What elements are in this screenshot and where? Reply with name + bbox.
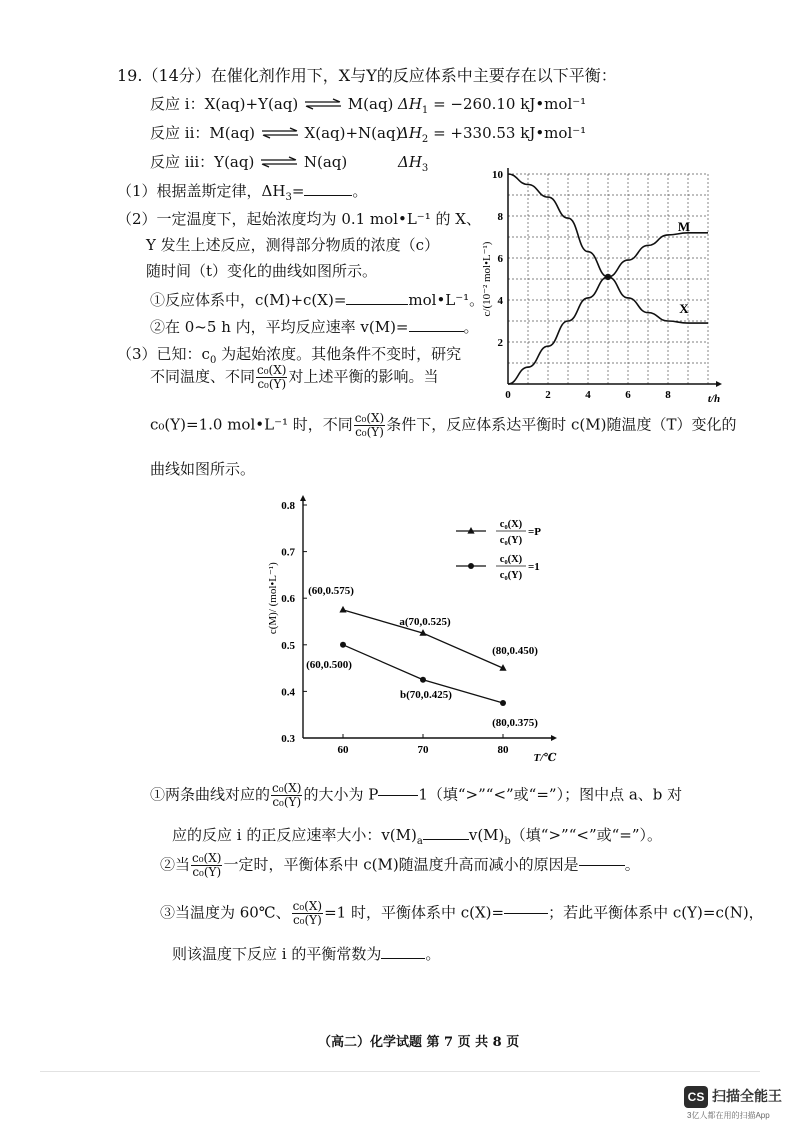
reaction-left: Y(aq)	[214, 153, 255, 171]
x-tick-label: 70	[417, 744, 429, 756]
ratio-fraction	[271, 782, 302, 808]
subq-text: ②当	[160, 855, 191, 874]
reaction-ii	[150, 126, 401, 142]
subq-text: 。	[624, 855, 640, 874]
reaction-i	[150, 97, 393, 113]
dh-label: ΔH	[398, 124, 422, 142]
subq3-line1	[160, 900, 764, 926]
x-axis-arrow-icon	[551, 735, 557, 741]
reaction-iii-dh	[398, 155, 428, 174]
x-tick-label: 8	[665, 389, 671, 401]
y-axis-label: c/(10⁻² mol•L⁻¹)	[481, 241, 493, 317]
part2-q1-unit: mol•L⁻¹。	[408, 291, 485, 309]
reaction-label: 反应 ii：	[150, 124, 210, 142]
subq-text: 1（填“>”“<”或“=”）；图中点 a、b 对	[418, 785, 683, 804]
subq-text: ；若此平衡体系中 c(Y)=c(N)，	[548, 903, 764, 922]
part2-q2	[150, 320, 479, 335]
reaction-i-dh	[398, 97, 586, 116]
subq-sub: b	[504, 836, 511, 847]
legend-value: =P	[528, 526, 541, 538]
series-label-M: M	[677, 218, 691, 234]
x-axis-arrow-icon	[716, 381, 722, 387]
data-point-circle	[340, 642, 346, 648]
data-label: (60,0.575)	[308, 584, 354, 597]
subq-text: （填“>”“<”或“=”）。	[510, 826, 663, 844]
part3-text2: 对上述平衡的影响。当	[288, 367, 439, 386]
answer-blank[interactable]	[346, 304, 408, 305]
answer-blank[interactable]	[378, 795, 418, 796]
part3-text2: 条件下，反应体系达平衡时 c(M)随温度（T）变化的	[386, 415, 737, 434]
footer-divider	[40, 1071, 760, 1072]
x-axis-label: T/℃	[533, 752, 557, 764]
x-tick-label: 60	[337, 744, 349, 756]
series-line-X	[508, 174, 708, 323]
equilibrium-arrow-icon	[303, 98, 343, 113]
data-label: b(70,0.425)	[400, 688, 452, 701]
dh-sub: 3	[421, 163, 429, 174]
frac-num: c₀(X)	[192, 851, 222, 865]
subq3-line2	[172, 947, 440, 962]
subq-text: ③当温度为 60℃、	[160, 903, 291, 922]
part3-text2: 为起始浓度。其他条件不变时，研究	[216, 345, 462, 363]
subq2	[160, 852, 640, 878]
data-point-triangle	[339, 606, 346, 613]
y-tick-label: 4	[497, 295, 503, 307]
part3-text: c₀(Y)=1.0 mol•L⁻¹ 时，不同	[150, 415, 353, 434]
reaction-label: 反应 iii：	[150, 153, 215, 171]
part1	[117, 184, 367, 203]
legend-frac-den: c₀(Y)	[499, 570, 523, 581]
part3-text: （3）已知：c	[117, 345, 210, 363]
answer-blank[interactable]	[304, 195, 352, 196]
part2-q1	[150, 293, 484, 308]
dh-sub: 2	[421, 134, 429, 145]
legend-marker-circle	[468, 563, 474, 569]
y-tick-label: 0.6	[281, 593, 295, 606]
legend-frac-den: c₀(Y)	[499, 535, 523, 546]
data-point-circle	[420, 677, 426, 683]
reaction-right: X(aq)+N(aq)	[304, 124, 402, 142]
reaction-ii-dh	[398, 126, 586, 145]
series-label-X: X	[679, 301, 689, 317]
part2-q2-end: 。	[463, 318, 479, 336]
y-tick-label: 8	[497, 211, 503, 223]
x-axis-label: t/h	[707, 393, 721, 405]
y-tick-label: 0.5	[281, 639, 295, 652]
x-tick-label: 6	[625, 389, 631, 401]
dh-value: = −260.10 kJ•mol⁻¹	[433, 95, 587, 113]
subq1-line2	[172, 828, 662, 847]
legend-value: =1	[528, 561, 540, 573]
y-tick-label: 2	[497, 337, 503, 349]
dh-label: ΔH	[398, 153, 422, 171]
part2-q2-text: ②在 0~5 h 内，平均反应速率 v(M)=	[150, 318, 409, 336]
y-tick-label: 0.8	[281, 500, 295, 512]
part1-sub: 3	[285, 192, 292, 203]
answer-blank[interactable]	[381, 958, 425, 959]
frac-num: c₀(X)	[272, 781, 302, 795]
intersection-point	[605, 274, 611, 280]
part3-line3	[150, 412, 736, 438]
subq-text: v(M)	[468, 826, 505, 844]
subq-text: 一定时，平衡体系中 c(M)随温度升高而减小的原因是	[223, 855, 579, 874]
reaction-right: N(aq)	[303, 153, 348, 171]
frac-den: c₀(Y)	[257, 376, 287, 391]
subq-text: 则该温度下反应 i 的平衡常数为	[172, 945, 382, 963]
dh-value: = +330.53 kJ•mol⁻¹	[433, 124, 587, 142]
y-tick-label: 10	[492, 169, 503, 181]
part1-text: （1）根据盖斯定律，ΔH	[117, 182, 286, 200]
data-point-circle	[500, 700, 506, 706]
legend-marker-triangle	[467, 527, 474, 534]
reaction-right: M(aq)	[347, 95, 394, 113]
reaction-left: X(aq)+Y(aq)	[204, 95, 299, 113]
camscanner-logo-icon: CS	[684, 1086, 708, 1108]
subq1-line1	[150, 782, 682, 808]
part2-line3: 随时间（t）变化的曲线如图所示。	[146, 262, 378, 280]
subq-text: 的大小为 P	[303, 785, 379, 804]
reaction-left: M(aq)	[209, 124, 255, 142]
answer-blank[interactable]	[504, 913, 548, 914]
concentration-time-chart	[470, 166, 721, 406]
part3-line4: 曲线如图所示。	[150, 460, 256, 478]
part2-line1: （2）一定温度下，起始浓度均为 0.1 mol•L⁻¹ 的 X、	[117, 210, 481, 228]
subq-text: 。	[425, 945, 441, 963]
page-footer: （高二）化学试题 第 7 页 共 8 页	[318, 1035, 520, 1050]
part2-line2: Y 发生上述反应，测得部分物质的浓度（c）	[146, 236, 440, 254]
scanner-tagline: 3亿人都在用的扫描App	[687, 1111, 770, 1120]
ratio-fraction	[292, 900, 323, 926]
frac-num: c₀(X)	[292, 899, 323, 913]
answer-blank[interactable]	[579, 865, 625, 866]
scanner-name: 扫描全能王	[712, 1088, 782, 1104]
legend-frac-num: c₀(X)	[499, 519, 523, 530]
cm-temperature-chart	[258, 495, 588, 765]
dh-label: ΔH	[398, 95, 422, 113]
legend-frac-num: c₀(X)	[499, 554, 523, 565]
data-label: (60,0.500)	[306, 658, 352, 671]
part3-sub: 0	[209, 355, 217, 366]
equilibrium-arrow-icon	[260, 127, 300, 142]
part2-q1-text: ①反应体系中，c(M)+c(X)=	[150, 291, 347, 309]
subq-text: ①两条曲线对应的	[150, 785, 271, 804]
subq-text: 应的反应 i 的正反应速率大小：v(M)	[172, 826, 417, 844]
y-tick-label: 0.3	[281, 733, 295, 745]
part1-eq: =	[291, 182, 305, 200]
question-header: 19.（14分）在催化剂作用下，X与Y的反应体系中主要存在以下平衡：	[117, 66, 617, 85]
frac-den: c₀(Y)	[292, 912, 322, 927]
y-tick-label: 6	[497, 253, 503, 265]
y-axis-arrow-icon	[300, 495, 306, 501]
x-tick-label: 0	[505, 389, 511, 401]
data-label: a(70,0.525)	[399, 616, 451, 629]
data-label: (80,0.375)	[492, 717, 538, 730]
frac-den: c₀(Y)	[272, 794, 302, 809]
answer-blank[interactable]	[409, 331, 464, 332]
frac-den: c₀(Y)	[355, 424, 384, 439]
dh-sub: 1	[421, 105, 429, 116]
frac-num: c₀(X)	[257, 363, 287, 377]
y-tick-label: 0.4	[281, 686, 295, 699]
reaction-label: 反应 i：	[150, 95, 205, 113]
answer-blank[interactable]	[423, 839, 469, 840]
subq-text: =1 时，平衡体系中 c(X)=	[324, 903, 505, 922]
x-tick-label: 80	[497, 744, 509, 756]
y-axis-label: c(M)/ (mol•L⁻¹)	[267, 562, 279, 635]
reaction-iii	[150, 155, 347, 171]
part1-end: 。	[352, 182, 368, 200]
frac-num: c₀(X)	[354, 411, 385, 425]
equilibrium-arrow-icon	[259, 156, 299, 171]
ratio-fraction	[191, 852, 222, 878]
part3-line2	[150, 364, 438, 390]
part3-text: 不同温度、不同	[150, 367, 256, 386]
data-label: (80,0.450)	[492, 645, 538, 658]
subq-sub: a	[416, 836, 423, 847]
x-tick-label: 4	[585, 389, 591, 401]
frac-den: c₀(Y)	[192, 864, 222, 879]
ratio-fraction	[256, 364, 287, 390]
ratio-fraction	[354, 412, 385, 438]
x-tick-label: 2	[545, 389, 551, 401]
y-tick-label: 0.7	[281, 546, 295, 559]
